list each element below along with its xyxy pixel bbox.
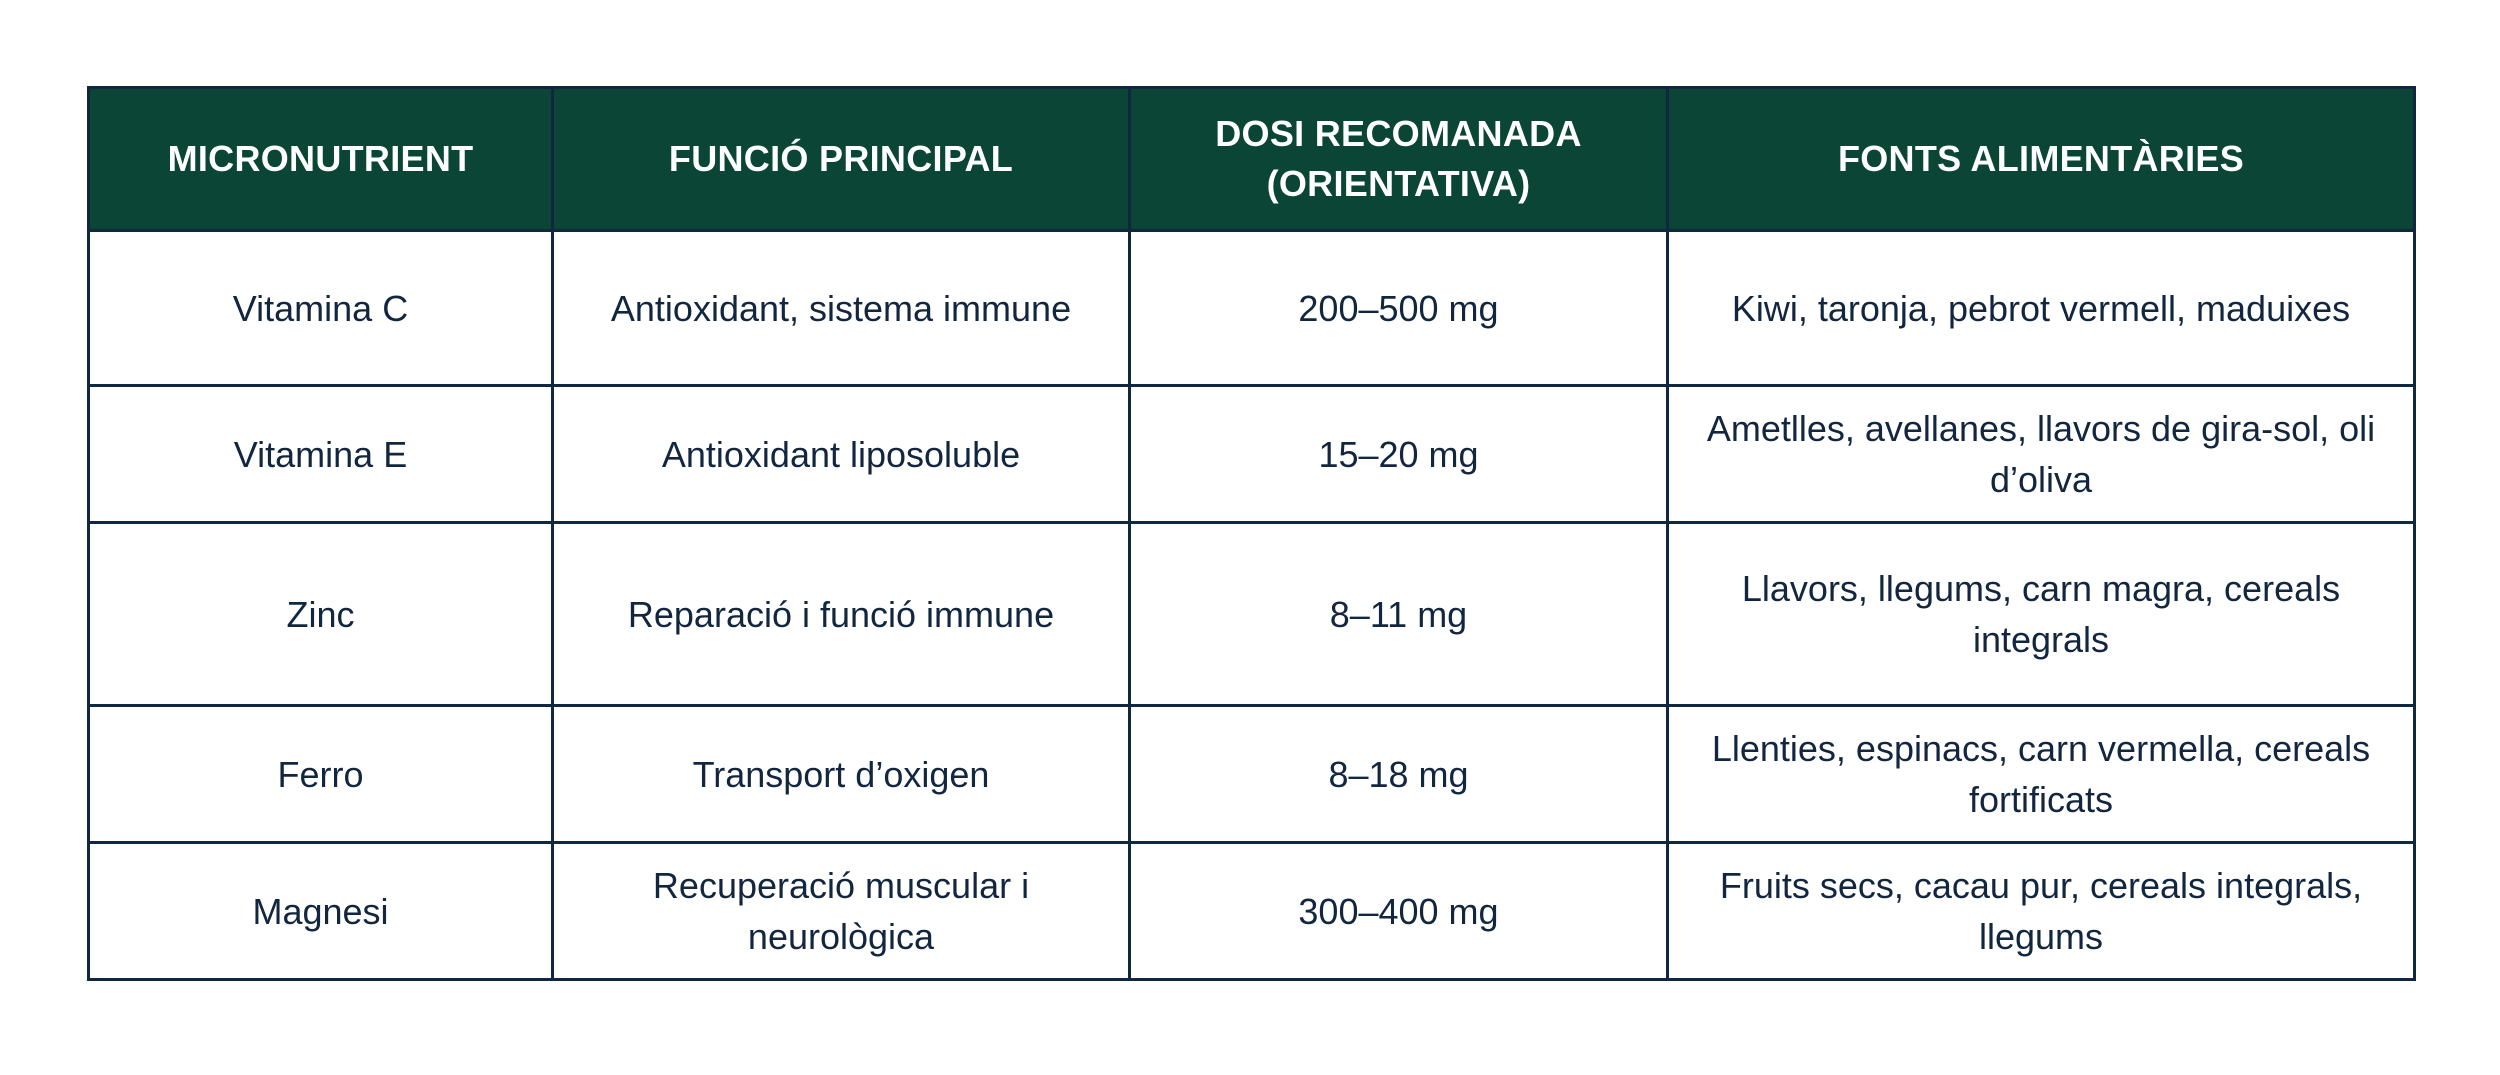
header-row xyxy=(89,88,2415,231)
cell-dosi: 200–500 mg xyxy=(1130,231,1668,386)
micronutrient-table xyxy=(87,86,2416,981)
cell-fonts: Llenties, espinacs, carn vermella, cereals fortificats xyxy=(1668,706,2415,843)
cell-dosi: 300–400 mg xyxy=(1130,843,1668,980)
table-row xyxy=(89,706,2415,843)
table-row xyxy=(89,523,2415,706)
cell-fonts: Fruits secs, cacau pur, cereals integrals, llegums xyxy=(1668,843,2415,980)
header-dosi-line1: DOSI RECOMANADA xyxy=(1215,113,1582,154)
table-row xyxy=(89,843,2415,980)
header-dosi-line2: (ORIENTATIVA) xyxy=(1266,163,1531,204)
table-row xyxy=(89,231,2415,386)
header-fonts-alimentaries: FONTS ALIMENTÀRIES xyxy=(1668,88,2415,231)
micronutrient-table-container xyxy=(87,86,2413,981)
cell-micronutrient: Ferro xyxy=(89,706,553,843)
cell-dosi: 15–20 mg xyxy=(1130,386,1668,523)
table-header xyxy=(89,88,2415,231)
cell-micronutrient: Vitamina E xyxy=(89,386,553,523)
header-micronutrient: MICRONUTRIENT xyxy=(89,88,553,231)
table-body xyxy=(89,231,2415,980)
cell-dosi: 8–18 mg xyxy=(1130,706,1668,843)
cell-micronutrient: Vitamina C xyxy=(89,231,553,386)
header-dosi-recomanada xyxy=(1130,88,1668,231)
cell-funcio: Transport d’oxigen xyxy=(553,706,1130,843)
table-row xyxy=(89,386,2415,523)
cell-funcio: Reparació i funció immune xyxy=(553,523,1130,706)
cell-fonts: Kiwi, taronja, pebrot vermell, maduixes xyxy=(1668,231,2415,386)
header-funcio-principal: FUNCIÓ PRINCIPAL xyxy=(553,88,1130,231)
cell-funcio: Antioxidant liposoluble xyxy=(553,386,1130,523)
cell-funcio: Antioxidant, sistema immune xyxy=(553,231,1130,386)
cell-micronutrient: Zinc xyxy=(89,523,553,706)
cell-micronutrient: Magnesi xyxy=(89,843,553,980)
cell-funcio: Recuperació muscular i neurològica xyxy=(553,843,1130,980)
cell-fonts: Llavors, llegums, carn magra, cereals integrals xyxy=(1668,523,2415,706)
cell-fonts: Ametlles, avellanes, llavors de gira-sol, oli d’oliva xyxy=(1668,386,2415,523)
cell-dosi: 8–11 mg xyxy=(1130,523,1668,706)
